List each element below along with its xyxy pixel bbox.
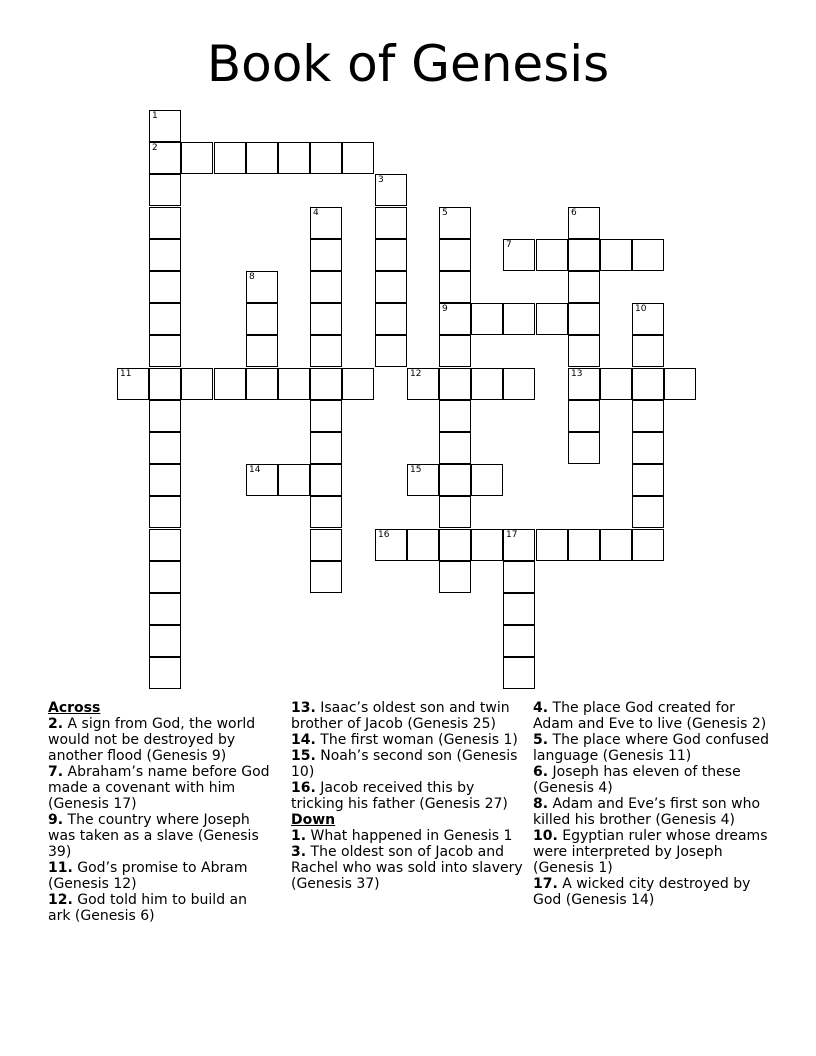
clue-number-label: 17. bbox=[533, 876, 558, 892]
clue-text: The first woman (Genesis 1) bbox=[315, 732, 518, 748]
clue-number: 6 bbox=[571, 208, 577, 218]
grid-cell[interactable] bbox=[149, 464, 181, 496]
grid-cell[interactable] bbox=[246, 335, 278, 367]
grid-cell[interactable] bbox=[632, 496, 664, 528]
clue bbox=[533, 700, 773, 732]
grid-cell[interactable] bbox=[310, 271, 342, 303]
grid-cell[interactable] bbox=[632, 400, 664, 432]
grid-cell[interactable] bbox=[503, 239, 535, 271]
grid-cell[interactable] bbox=[471, 303, 503, 335]
clue-text: Egyptian ruler whose dreams were interpreted by Joseph (Genesis 1) bbox=[533, 828, 768, 876]
clue-number-label: 7. bbox=[48, 764, 64, 780]
clue bbox=[291, 732, 523, 748]
grid-cell[interactable] bbox=[439, 207, 471, 239]
clue-text: Noah’s second son (Genesis 10) bbox=[291, 748, 518, 780]
grid-cell[interactable] bbox=[632, 335, 664, 367]
grid-cell[interactable] bbox=[375, 207, 407, 239]
grid-cell[interactable] bbox=[375, 174, 407, 206]
clue bbox=[533, 828, 773, 876]
clue-number-label: 16. bbox=[291, 780, 316, 796]
grid-cell[interactable] bbox=[342, 142, 374, 174]
clue-number-label: 10. bbox=[533, 828, 558, 844]
grid-cell[interactable] bbox=[439, 335, 471, 367]
grid-cell[interactable] bbox=[310, 432, 342, 464]
clue-column-3 bbox=[533, 700, 773, 908]
grid-cell[interactable] bbox=[181, 142, 213, 174]
clue-number: 10 bbox=[635, 304, 647, 314]
clue-text: God told him to build an ark (Genesis 6) bbox=[48, 892, 247, 924]
grid-cell[interactable] bbox=[503, 625, 535, 657]
clue bbox=[291, 828, 523, 844]
grid-cell[interactable] bbox=[310, 335, 342, 367]
grid-cell[interactable] bbox=[407, 529, 439, 561]
grid-cell[interactable] bbox=[149, 174, 181, 206]
grid-cell[interactable] bbox=[439, 432, 471, 464]
grid-cell[interactable] bbox=[246, 142, 278, 174]
clue-text: The place God created for Adam and Eve to live (Genesis 2) bbox=[533, 700, 767, 732]
grid-cell[interactable] bbox=[246, 271, 278, 303]
clue bbox=[48, 716, 273, 764]
clue bbox=[533, 732, 773, 764]
clue-number: 1 bbox=[152, 111, 158, 121]
clue-section-heading: Across bbox=[48, 700, 101, 716]
grid-cell[interactable] bbox=[149, 432, 181, 464]
grid-cell[interactable] bbox=[246, 368, 278, 400]
grid-cell[interactable] bbox=[536, 529, 568, 561]
grid-cell[interactable] bbox=[632, 239, 664, 271]
grid-cell[interactable] bbox=[310, 207, 342, 239]
page-title: Book of Genesis bbox=[206, 35, 610, 93]
clue-number-label: 14. bbox=[291, 732, 316, 748]
clue-text: Adam and Eve’s first son who killed his brother (Genesis 4) bbox=[533, 796, 761, 828]
clue-number-label: 8. bbox=[533, 796, 549, 812]
clue-number-label: 13. bbox=[291, 700, 316, 716]
clue-number: 16 bbox=[378, 530, 390, 540]
clue-number: 8 bbox=[249, 272, 255, 282]
grid-cell[interactable] bbox=[149, 110, 181, 142]
grid-cell[interactable] bbox=[568, 529, 600, 561]
clue-text: The place where God confused language (Genesis 11) bbox=[533, 732, 770, 764]
grid-cell[interactable] bbox=[375, 271, 407, 303]
clue-number: 9 bbox=[442, 304, 448, 314]
clue-text: What happened in Genesis 1 bbox=[306, 828, 513, 844]
clue-number: 13 bbox=[571, 369, 583, 379]
clue-column-1 bbox=[48, 700, 273, 924]
clue bbox=[48, 764, 273, 812]
grid-cell[interactable] bbox=[503, 561, 535, 593]
grid-cell[interactable] bbox=[568, 400, 600, 432]
grid-cell[interactable] bbox=[278, 368, 310, 400]
clue-text: The country where Joseph was taken as a slave (Genesis 39) bbox=[48, 812, 259, 860]
grid-cell[interactable] bbox=[600, 368, 632, 400]
grid-cell[interactable] bbox=[568, 271, 600, 303]
clue bbox=[533, 764, 773, 796]
clue-number: 3 bbox=[378, 175, 384, 185]
grid-cell[interactable] bbox=[149, 239, 181, 271]
clue-number-label: 11. bbox=[48, 860, 73, 876]
clue-number: 4 bbox=[313, 208, 319, 218]
grid-cell[interactable] bbox=[439, 271, 471, 303]
clue-number: 14 bbox=[249, 465, 261, 475]
clue-text: God’s promise to Abram (Genesis 12) bbox=[48, 860, 248, 892]
grid-cell[interactable] bbox=[664, 368, 696, 400]
grid-cell[interactable] bbox=[568, 432, 600, 464]
clue bbox=[291, 780, 523, 812]
grid-cell[interactable] bbox=[310, 561, 342, 593]
grid-cell[interactable] bbox=[536, 239, 568, 271]
grid-cell[interactable] bbox=[439, 561, 471, 593]
grid-cell[interactable] bbox=[310, 303, 342, 335]
grid-cell[interactable] bbox=[439, 464, 471, 496]
clue bbox=[291, 700, 523, 732]
clue-number-label: 2. bbox=[48, 716, 64, 732]
grid-cell[interactable] bbox=[310, 239, 342, 271]
grid-cell[interactable] bbox=[503, 657, 535, 689]
clue-number: 11 bbox=[120, 369, 132, 379]
clue-number: 15 bbox=[410, 465, 422, 475]
grid-cell[interactable] bbox=[503, 529, 535, 561]
clue bbox=[48, 892, 273, 924]
grid-cell[interactable] bbox=[342, 368, 374, 400]
grid-cell[interactable] bbox=[310, 400, 342, 432]
grid-cell[interactable] bbox=[439, 400, 471, 432]
clue bbox=[291, 844, 523, 892]
grid-cell[interactable] bbox=[310, 142, 342, 174]
clue-text: Jacob received this by tricking his father (Genesis 27) bbox=[291, 780, 508, 812]
grid-cell[interactable] bbox=[278, 142, 310, 174]
grid-cell[interactable] bbox=[503, 368, 535, 400]
grid-cell[interactable] bbox=[568, 335, 600, 367]
clue bbox=[48, 812, 273, 860]
clue-number: 12 bbox=[410, 369, 422, 379]
clue bbox=[291, 748, 523, 780]
grid-cell[interactable] bbox=[310, 368, 342, 400]
clue-text: Isaac’s oldest son and twin brother of Jacob (Genesis 25) bbox=[291, 700, 510, 732]
grid-cell[interactable] bbox=[568, 303, 600, 335]
grid-cell[interactable] bbox=[600, 529, 632, 561]
grid-cell[interactable] bbox=[632, 464, 664, 496]
clue-text: The oldest son of Jacob and Rachel who was sold into slavery (Genesis 37) bbox=[291, 844, 523, 892]
grid-cell[interactable] bbox=[117, 368, 149, 400]
clue-number-label: 15. bbox=[291, 748, 316, 764]
clue-column-2 bbox=[291, 700, 523, 892]
grid-cell[interactable] bbox=[471, 529, 503, 561]
clue-text: A wicked city destroyed by God (Genesis 14) bbox=[533, 876, 751, 908]
grid-cell[interactable] bbox=[149, 496, 181, 528]
grid-cell[interactable] bbox=[375, 529, 407, 561]
grid-cell[interactable] bbox=[536, 303, 568, 335]
clue-text: Abraham’s name before God made a covenant with him (Genesis 17) bbox=[48, 764, 270, 812]
grid-cell[interactable] bbox=[632, 368, 664, 400]
grid-cell[interactable] bbox=[471, 368, 503, 400]
grid-cell[interactable] bbox=[214, 142, 246, 174]
clue-number: 7 bbox=[506, 240, 512, 250]
grid-cell[interactable] bbox=[407, 464, 439, 496]
grid-cell[interactable] bbox=[149, 207, 181, 239]
grid-cell[interactable] bbox=[439, 239, 471, 271]
grid-cell[interactable] bbox=[149, 529, 181, 561]
grid-cell[interactable] bbox=[568, 368, 600, 400]
grid-cell[interactable] bbox=[149, 625, 181, 657]
clue-number-label: 5. bbox=[533, 732, 549, 748]
grid-cell[interactable] bbox=[149, 335, 181, 367]
grid-cell[interactable] bbox=[149, 657, 181, 689]
clue-text: Joseph has eleven of these (Genesis 4) bbox=[533, 764, 741, 796]
grid-cell[interactable] bbox=[181, 368, 213, 400]
grid-cell[interactable] bbox=[149, 368, 181, 400]
clue-number-label: 12. bbox=[48, 892, 73, 908]
clue-number-label: 9. bbox=[48, 812, 64, 828]
grid-cell[interactable] bbox=[568, 239, 600, 271]
clue-number-label: 6. bbox=[533, 764, 549, 780]
grid-cell[interactable] bbox=[503, 593, 535, 625]
clue-number: 2 bbox=[152, 143, 158, 153]
clue-number: 17 bbox=[506, 530, 518, 540]
clue-number-label: 4. bbox=[533, 700, 549, 716]
grid-cell[interactable] bbox=[310, 529, 342, 561]
grid-cell[interactable] bbox=[149, 142, 181, 174]
grid-cell[interactable] bbox=[568, 207, 600, 239]
grid-cell[interactable] bbox=[375, 303, 407, 335]
grid-cell[interactable] bbox=[149, 400, 181, 432]
grid-cell[interactable] bbox=[149, 303, 181, 335]
clue-section-heading: Down bbox=[291, 812, 336, 828]
clue-number-label: 1. bbox=[291, 828, 307, 844]
grid-cell[interactable] bbox=[600, 239, 632, 271]
clue-number: 5 bbox=[442, 208, 448, 218]
grid-cell[interactable] bbox=[246, 303, 278, 335]
grid-cell[interactable] bbox=[375, 239, 407, 271]
grid-cell[interactable] bbox=[503, 303, 535, 335]
grid-cell[interactable] bbox=[310, 496, 342, 528]
grid-cell[interactable] bbox=[149, 593, 181, 625]
grid-cell[interactable] bbox=[149, 561, 181, 593]
grid-cell[interactable] bbox=[310, 464, 342, 496]
grid-cell[interactable] bbox=[471, 464, 503, 496]
grid-cell[interactable] bbox=[439, 368, 471, 400]
grid-cell[interactable] bbox=[632, 303, 664, 335]
grid-cell[interactable] bbox=[375, 335, 407, 367]
grid-cell[interactable] bbox=[439, 529, 471, 561]
clue-text: A sign from God, the world would not be destroyed by another flood (Genesis 9) bbox=[48, 716, 256, 764]
grid-cell[interactable] bbox=[439, 496, 471, 528]
grid-cell[interactable] bbox=[278, 464, 310, 496]
grid-cell[interactable] bbox=[214, 368, 246, 400]
grid-cell[interactable] bbox=[149, 271, 181, 303]
clue bbox=[48, 860, 273, 892]
grid-cell[interactable] bbox=[632, 432, 664, 464]
grid-cell[interactable] bbox=[407, 368, 439, 400]
grid-cell[interactable] bbox=[246, 464, 278, 496]
clue bbox=[533, 876, 773, 908]
clue bbox=[533, 796, 773, 828]
clue-number-label: 3. bbox=[291, 844, 307, 860]
grid-cell[interactable] bbox=[439, 303, 471, 335]
grid-cell[interactable] bbox=[632, 529, 664, 561]
